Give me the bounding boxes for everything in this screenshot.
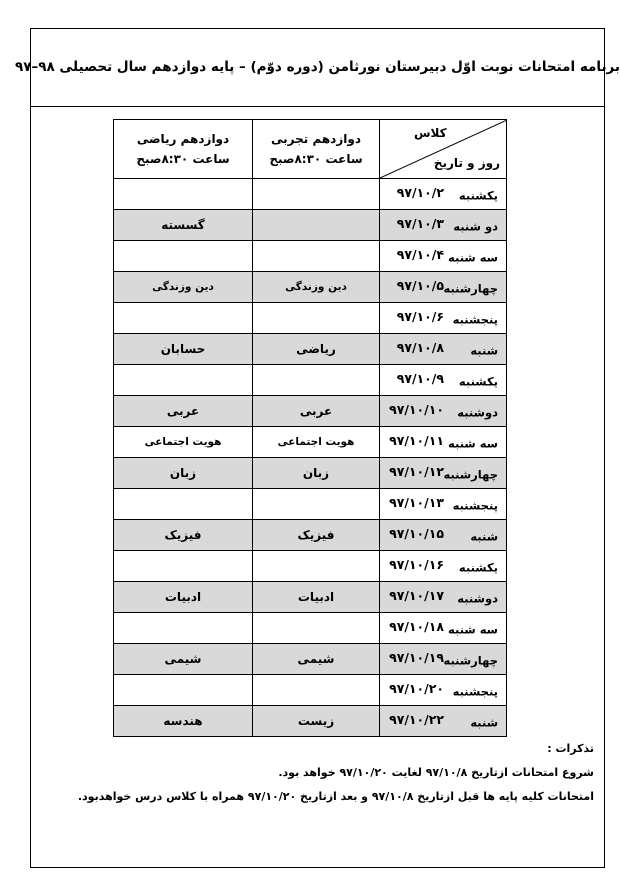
day-date-cell	[380, 458, 507, 489]
day-date-cell	[380, 303, 507, 334]
header-experimental	[253, 120, 380, 179]
day-date-cell	[380, 241, 507, 272]
math-subject-cell	[114, 551, 253, 582]
day-date-cell	[380, 489, 507, 520]
experimental-subject-cell: زبان	[253, 458, 380, 489]
math-subject-cell: ادبیات	[114, 582, 253, 613]
header-experimental-time: ساعت ۸:۳۰صبح	[269, 152, 363, 166]
table-row	[114, 303, 507, 334]
experimental-subject-cell	[253, 303, 380, 334]
day-name: شنبه	[470, 343, 498, 358]
math-subject-cell: فیزیک	[114, 520, 253, 551]
day-name: سه شنبه	[448, 622, 498, 637]
header-math-time: ساعت ۸:۳۰صبح	[136, 152, 230, 166]
day-name: سه شنبه	[448, 436, 498, 451]
day-name: یکشنبه	[458, 188, 498, 203]
exam-date: ۹۷/۱۰/۱۸	[389, 619, 444, 634]
experimental-subject-cell	[253, 675, 380, 706]
experimental-subject-cell	[253, 210, 380, 241]
exam-date: ۹۷/۱۰/۲۰	[389, 681, 444, 696]
table-row	[114, 272, 507, 303]
day-name: دوشنبه	[457, 591, 498, 606]
experimental-subject-cell: ادبیات	[253, 582, 380, 613]
exam-date: ۹۷/۱۰/۱۰	[389, 402, 444, 417]
experimental-subject-cell: هویت اجتماعی	[253, 427, 380, 458]
math-subject-cell	[114, 365, 253, 396]
day-name: دو شنبه	[453, 219, 498, 234]
table-row	[114, 334, 507, 365]
day-date-cell	[380, 582, 507, 613]
day-name: چهارشنبه	[443, 653, 498, 668]
math-subject-cell	[114, 241, 253, 272]
day-date-cell	[380, 551, 507, 582]
note-item: امتحانات کلیه پایه ها قبل ازتاریخ ۹۷/۱۰/۸ و بعد ازتاریخ ۹۷/۱۰/۲۰ همراه با کلاس درس خواهدبود.	[77, 790, 594, 803]
day-date-cell	[380, 272, 507, 303]
experimental-subject-cell: فیزیک	[253, 520, 380, 551]
day-name: یکشنبه	[458, 374, 498, 389]
table-row	[114, 551, 507, 582]
header-math-title: دوازدهم ریاضی	[136, 132, 230, 146]
table-row	[114, 582, 507, 613]
day-name: یکشنبه	[458, 560, 498, 575]
day-date-cell	[380, 613, 507, 644]
exam-date: ۹۷/۱۰/۲۲	[389, 712, 444, 727]
experimental-subject-cell: ریاضی	[253, 334, 380, 365]
experimental-subject-cell: عربی	[253, 396, 380, 427]
notes-heading: تذکرات :	[547, 742, 594, 755]
day-date-cell	[380, 396, 507, 427]
header-diagonal-cell	[380, 120, 507, 179]
table-row	[114, 241, 507, 272]
exam-date: ۹۷/۱۰/۱۷	[389, 588, 444, 603]
math-subject-cell: دین وزندگی	[114, 272, 253, 303]
table-row	[114, 644, 507, 675]
math-subject-cell: عربی	[114, 396, 253, 427]
page-title: برنامه امتحانات نوبت اوّل دبیرستان نورثامن (دوره دوّم) – پایه دوازدهم سال تحصیلی ۹۸–۹۷	[14, 59, 620, 75]
exam-date: ۹۷/۱۰/۴	[396, 247, 444, 262]
day-name: پنجشنبه	[452, 684, 498, 699]
day-date-cell	[380, 675, 507, 706]
day-date-cell	[380, 520, 507, 551]
math-subject-cell	[114, 303, 253, 334]
experimental-subject-cell	[253, 365, 380, 396]
table-row	[114, 458, 507, 489]
table-row	[114, 179, 507, 210]
day-date-cell	[380, 427, 507, 458]
exam-schedule-table	[113, 119, 507, 737]
title-box	[14, 28, 620, 107]
day-name: شنبه	[470, 715, 498, 730]
math-subject-cell	[114, 613, 253, 644]
experimental-subject-cell: زیست	[253, 706, 380, 737]
experimental-subject-cell	[253, 179, 380, 210]
experimental-subject-cell	[253, 551, 380, 582]
exam-date: ۹۷/۱۰/۱۲	[389, 464, 444, 479]
header-math	[114, 120, 253, 179]
exam-date: ۹۷/۱۰/۱۹	[389, 650, 444, 665]
math-subject-cell: شیمی	[114, 644, 253, 675]
exam-date: ۹۷/۱۰/۱۱	[389, 433, 444, 448]
table-row	[114, 706, 507, 737]
exam-date: ۹۷/۱۰/۲	[396, 185, 444, 200]
exam-date: ۹۷/۱۰/۶	[396, 309, 444, 324]
exam-date: ۹۷/۱۰/۵	[396, 278, 444, 293]
table-row	[114, 675, 507, 706]
table-row	[114, 427, 507, 458]
exam-date: ۹۷/۱۰/۱۵	[389, 526, 444, 541]
experimental-subject-cell	[253, 489, 380, 520]
day-name: شنبه	[470, 529, 498, 544]
experimental-subject-cell: دین وزندگی	[253, 272, 380, 303]
day-date-cell	[380, 334, 507, 365]
exam-date: ۹۷/۱۰/۳	[396, 216, 444, 231]
day-date-cell	[380, 179, 507, 210]
exam-date: ۹۷/۱۰/۸	[396, 340, 444, 355]
math-subject-cell	[114, 675, 253, 706]
experimental-subject-cell	[253, 241, 380, 272]
table-row	[114, 520, 507, 551]
day-date-cell	[380, 644, 507, 675]
exam-date: ۹۷/۱۰/۱۶	[389, 557, 444, 572]
math-subject-cell: گسسته	[114, 210, 253, 241]
day-name: پنجشنبه	[452, 498, 498, 513]
table-row	[114, 210, 507, 241]
math-subject-cell	[114, 489, 253, 520]
header-day-date-label: روز و تاریخ	[433, 156, 500, 170]
experimental-subject-cell: شیمی	[253, 644, 380, 675]
math-subject-cell	[114, 179, 253, 210]
day-name: چهارشنبه	[443, 281, 498, 296]
day-name: دوشنبه	[457, 405, 498, 420]
day-name: سه شنبه	[448, 250, 498, 265]
header-class-label: کلاس	[414, 126, 447, 140]
exam-date: ۹۷/۱۰/۱۳	[389, 495, 444, 510]
notes-section	[78, 737, 594, 809]
table-row	[114, 365, 507, 396]
day-date-cell	[380, 210, 507, 241]
day-name: پنجشنبه	[452, 312, 498, 327]
math-subject-cell: زبان	[114, 458, 253, 489]
day-date-cell	[380, 706, 507, 737]
table-row	[114, 613, 507, 644]
header-experimental-title: دوازدهم تجربی	[271, 132, 361, 146]
note-item: شروع امتحانات ازتاریخ ۹۷/۱۰/۸ لغایت ۹۷/۱۰/۲۰ خواهد بود.	[278, 766, 594, 779]
math-subject-cell: هندسه	[114, 706, 253, 737]
day-name: چهارشنبه	[443, 467, 498, 482]
day-date-cell	[380, 365, 507, 396]
math-subject-cell: هویت اجتماعی	[114, 427, 253, 458]
math-subject-cell: حسابان	[114, 334, 253, 365]
experimental-subject-cell	[253, 613, 380, 644]
table-row	[114, 396, 507, 427]
table-row	[114, 489, 507, 520]
table-header-row	[114, 120, 507, 179]
exam-date: ۹۷/۱۰/۹	[396, 371, 444, 386]
